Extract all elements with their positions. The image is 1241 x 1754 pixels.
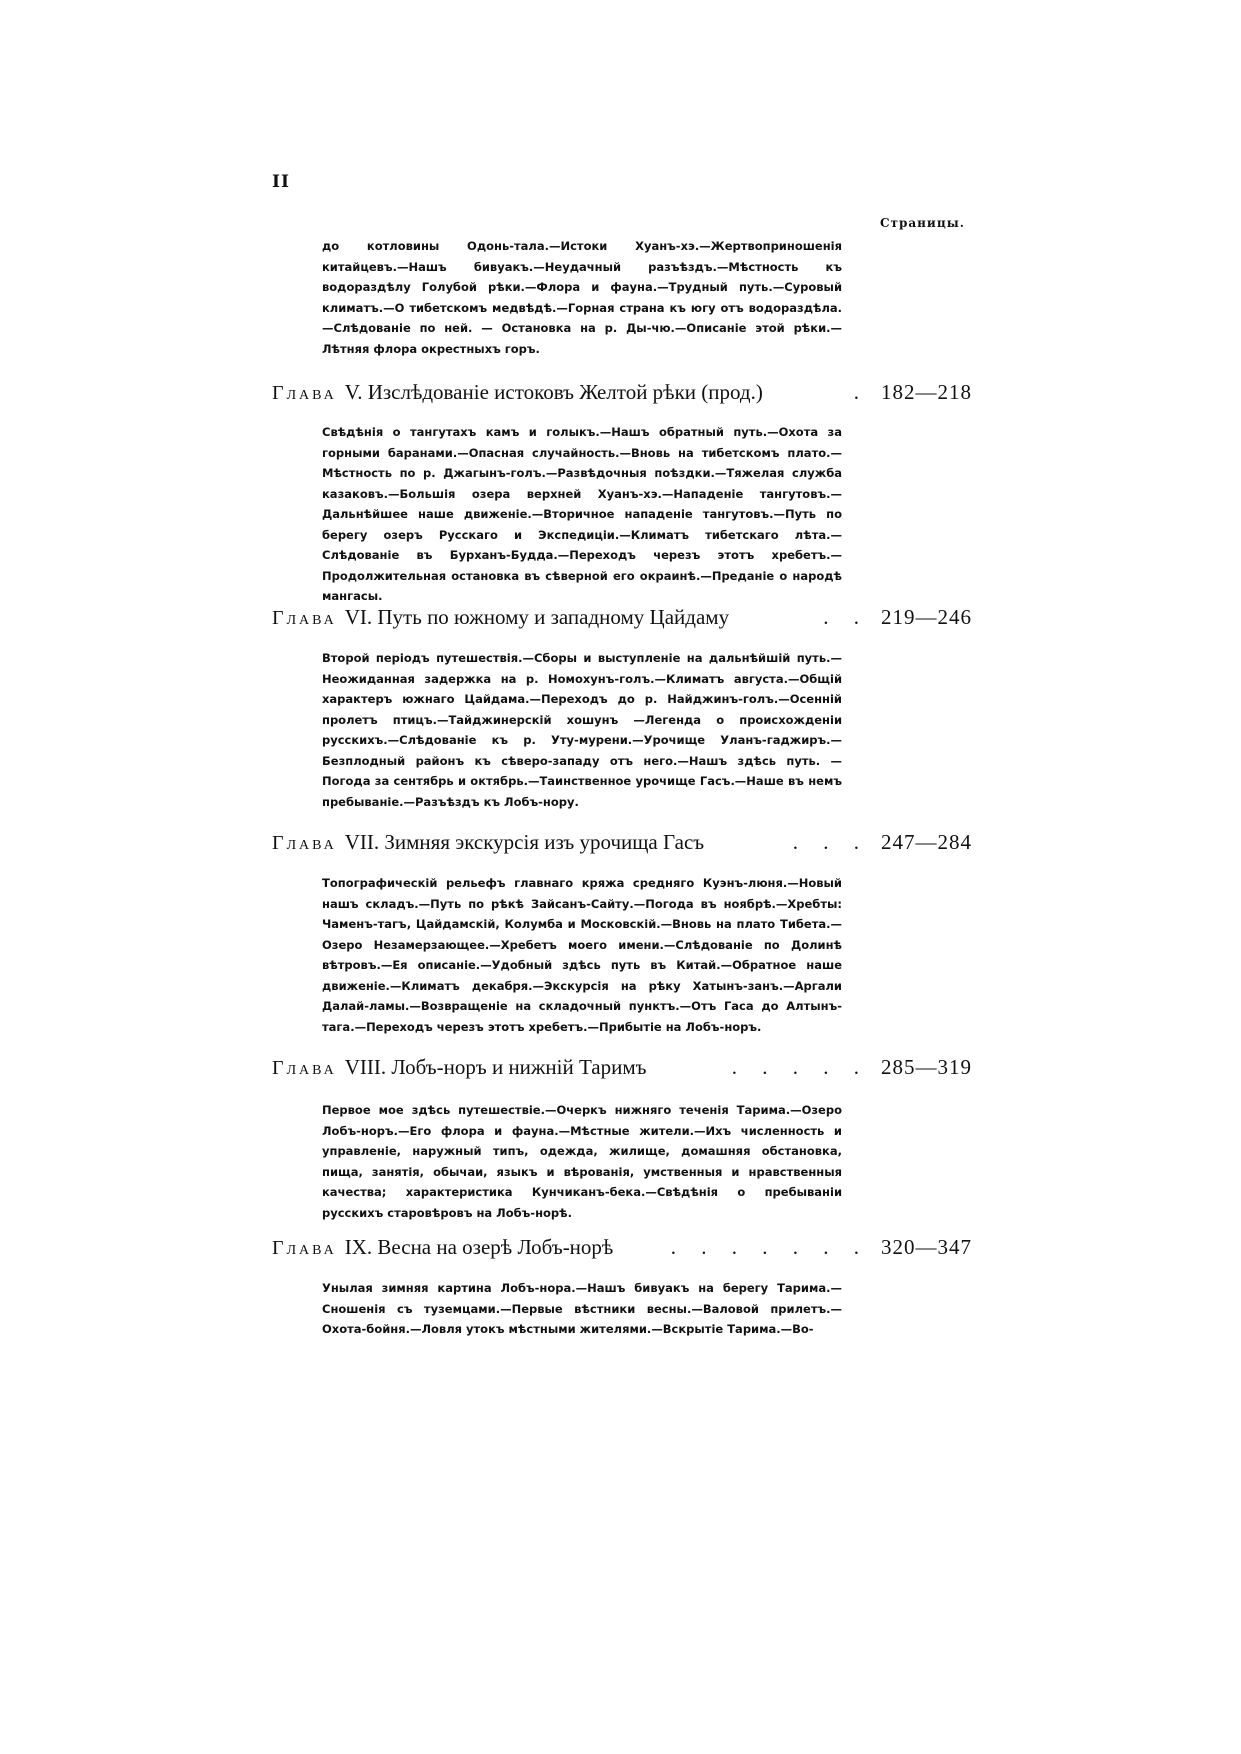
leader-dots: . bbox=[853, 380, 869, 404]
chapter-vii-heading bbox=[272, 830, 972, 864]
chapter-title: VIII. Лобъ-норъ и нижній Таримъ bbox=[344, 1055, 647, 1079]
chapter-label: Глава bbox=[272, 832, 337, 854]
leader-dots: . . . bbox=[792, 830, 869, 854]
chapter-label: Глава bbox=[272, 1237, 337, 1259]
chapter-ix-heading bbox=[272, 1235, 972, 1269]
chapter-label: Глава bbox=[272, 1057, 337, 1079]
chapter-vii-summary: Топографическій рельефъ главнаго кряжа средняго Куэнъ-люня.—Новый нашъ складъ.—Путь по рѣкѣ Зайсанъ-Сайту.—Погода въ ноябрѣ.—Хребты: Чаменъ-тагъ, Цайдамскій, Колумба и Московскій.—Вновь на плато Тибета.—Озеро Незамерзающее.—Хребетъ моего имени.—Слѣдованіе по Долинѣ вѣтровъ.—Ея описаніе.—Удобный здѣсь путь въ Китай.—Обратное наше движеніе.—Климатъ декабря.—Экскурсія на рѣку Хатынъ-занъ.—Аргали Далай-ламы.—Возвращеніе на складочный пунктъ.—Отъ Гаса до Алтынъ-тага.—Переходъ черезъ этотъ хребетъ.—Прибытіе на Лобъ-норъ. bbox=[322, 876, 842, 1034]
chapter-viii-heading bbox=[272, 1055, 972, 1089]
chapter-label: Глава bbox=[272, 607, 337, 629]
chapter-title: IX. Весна на озерѣ Лобъ-норѣ bbox=[344, 1235, 614, 1259]
chapter-title: V. Изслѣдованіе истоковъ Желтой рѣки (прод.) bbox=[344, 380, 763, 404]
chapter-v-heading bbox=[272, 380, 972, 414]
leader-dots: . . . . . . . bbox=[670, 1235, 869, 1259]
chapter-ix-summary: Унылая зимняя картина Лобъ-нора.—Нашъ бивуакъ на берегу Тарима.—Сношенія съ туземцами.—Первые вѣстники весны.—Валовой прилетъ.—Охота-бойня.—Ловля утокъ мѣстными жителями.—Вскрытіе Тарима.—Во- bbox=[322, 1281, 842, 1336]
chapter-viii-summary: Первое мое здѣсь путешествіе.—Очеркъ нижняго теченія Тарима.—Озеро Лобъ-норъ.—Его флора и фауна.—Мѣстные жители.—Ихъ численность и управленіе, наружный типъ, одежда, жилище, домашняя обстановка, пища, занятія, обычаи, языкъ и вѣрованія, умственныя и нравственныя качества; характеристика Кунчиканъ-бека.—Свѣдѣнія о пребываніи русскихъ старовѣровъ на Лобъ-норѣ. bbox=[322, 1103, 842, 1220]
chapter-vi-summary: Второй періодъ путешествія.—Сборы и выступленіе на дальнѣйшій путь.—Неожиданная задержка на р. Номохунъ-голъ.—Климатъ августа.—Общій характеръ южнаго Цайдама.—Переходъ до р. Найджинъ-голъ.—Осенній пролетъ птицъ.—Тайджинерскій хошунъ —Легенда о происхожденіи русскихъ.—Слѣдованіе къ р. Уту-мурени.—Урочище Уланъ-гаджиръ.—Безплодный районъ къ сѣверо-западу отъ него.—Нашъ здѣсь путь. — Погода за сентябрь и октябрь.—Таинственное урочище Гасъ.—Наше въ немъ пребываніе.—Разъѣздъ къ Лобъ-нору. bbox=[322, 651, 842, 809]
leader-dots: . . . . . bbox=[731, 1055, 869, 1079]
chapter-v-summary: Свѣдѣнія о тангутахъ камъ и голыкъ.—Нашъ обратный путь.—Охота за горными баранами.—Опасная случайность.—Вновь на тибетскомъ плато.—Мѣстность по р. Джагынъ-голъ.—Развѣдочныя поѣздки.—Тяжелая служба казаковъ.—Большія озера верхней Хуанъ-хэ.—Нападеніе тангутовъ.—Дальнѣйшее наше движеніе.—Вторичное нападеніе тангутовъ.—Путь по берегу озеръ Русскаго и Экспедиціи.—Климатъ тибетскаго лѣта.—Слѣдованіе въ Бурханъ-Будда.—Переходъ черезъ этотъ хребетъ.—Продолжительная остановка въ сѣверной его окраинѣ.—Преданіе о народѣ мангасы. bbox=[322, 425, 842, 603]
chapter-title: VII. Зимняя экскурсія изъ урочища Гасъ bbox=[344, 830, 705, 854]
page-number: II bbox=[272, 172, 290, 192]
chapter-iv-summary-continuation: до котловины Одонь-тала.—Истоки Хуанъ-хэ.—Жертвоприношенія китайцевъ.—Нашъ бивуакъ.—Неудачный разъѣздъ.—Мѣстность къ водораздѣлу Голубой рѣки.—Флора и фауна.—Трудный путь.—Суровый климатъ.—О тибетскомъ медвѣдѣ.—Горная страна къ югу отъ водораздѣла.—Слѣдованіе по ней. — Остановка на р. Ды-чю.—Описаніе этой рѣки.—Лѣтняя флора окрестныхъ горъ. bbox=[322, 239, 842, 356]
chapter-vi-heading bbox=[272, 605, 972, 639]
chapter-title: VI. Путь по южному и западному Цайдаму bbox=[344, 605, 730, 629]
chapter-pages: 320—347 bbox=[881, 1235, 972, 1259]
pages-column-header: Страницы. bbox=[880, 216, 965, 230]
chapter-label: Глава bbox=[272, 382, 337, 404]
chapter-pages: 247—284 bbox=[881, 830, 972, 854]
chapter-pages: 285—319 bbox=[881, 1055, 972, 1079]
leader-dots: . . bbox=[823, 605, 869, 629]
chapter-pages: 182—218 bbox=[881, 380, 972, 404]
chapter-pages: 219—246 bbox=[881, 605, 972, 629]
